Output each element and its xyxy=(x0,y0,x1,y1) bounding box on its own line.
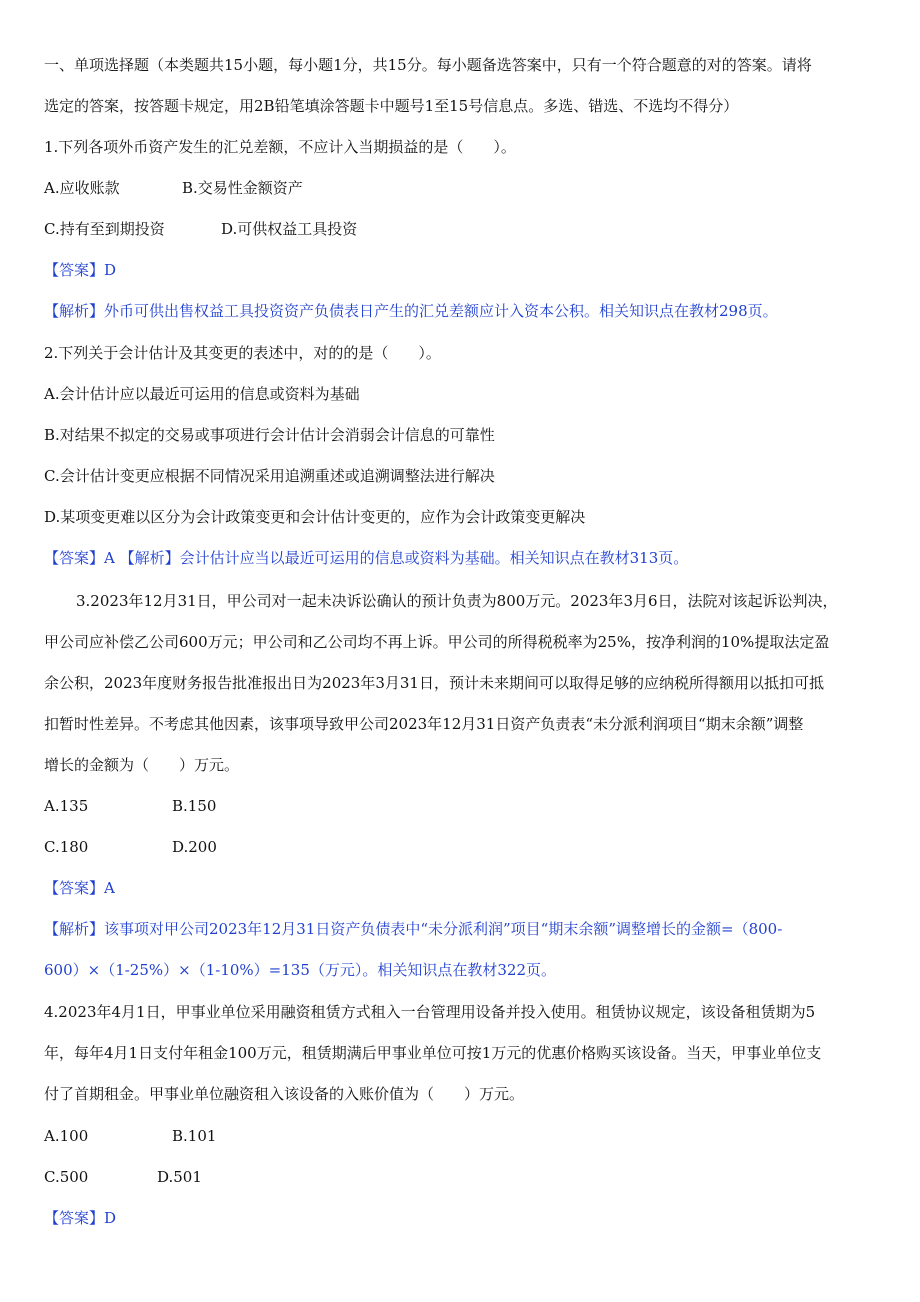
question-3-stem-line-4: 扣暂时性差异。不考虑其他因素，该事项导致甲公司2023年12月31日资产负责表“未分派利润项目“期末余额”调整 xyxy=(44,715,804,733)
question-1-stem: 1.下列各项外币资产发生的汇兑差额，不应计入当期损益的是（ ）。 xyxy=(44,138,516,156)
question-3-stem-line-3: 余公积，2023年度财务报告批准报出日为2023年3月31日，预计未来期间可以取得足够的应纳税所得额用以抵扣可抵 xyxy=(44,674,824,692)
question-4-options-row-1 xyxy=(44,1125,880,1147)
question-2-answer-and-analysis: 【答案】A 【解析】会计估计应当以最近可运用的信息或资料为基础。相关知识点在教材313页。 xyxy=(44,549,689,567)
question-1-option-a: A.应收账款 xyxy=(44,179,120,197)
question-1-option-c: C.持有至到期投资 xyxy=(44,220,165,238)
question-4-stem-line-2: 年，每年4月1日支付年租金100万元，租赁期满后甲事业单位可按1万元的优惠价格购买该设备。当天，甲事业单位支 xyxy=(44,1044,822,1062)
question-4-option-a: A.100 xyxy=(44,1127,89,1145)
question-3-analysis-line-2: 600）×（1-25%）×（1-10%）=135（万元）。相关知识点在教材322页。 xyxy=(44,961,557,979)
question-3-stem-line-1: 3.2023年12月31日，甲公司对一起未决诉讼确认的预计负责为800万元。2023年3月6日，法院对该起诉讼判决， xyxy=(76,592,838,610)
question-4-option-b: B.101 xyxy=(172,1127,217,1145)
question-3-option-a: A.135 xyxy=(44,797,89,815)
question-3-option-c: C.180 xyxy=(44,838,89,856)
question-1-analysis: 【解析】外币可供出售权益工具投资资产负债表日产生的汇兑差额应计入资本公积。相关知识点在教材298页。 xyxy=(44,302,778,320)
question-1-answer: 【答案】D xyxy=(44,261,117,279)
question-1-options-row-1 xyxy=(44,177,880,199)
section-header-line-1: 一、单项选择题（本类题共15小题，每小题1分，共15分。每小题备选答案中，只有一个符合题意的对的答案。请将 xyxy=(44,56,812,74)
question-3-option-d: D.200 xyxy=(172,838,217,856)
question-2-option-b: B.对结果不拟定的交易或事项进行会计估计会消弱会计信息的可靠性 xyxy=(44,426,495,444)
question-4-option-d: D.501 xyxy=(157,1168,202,1186)
question-1-option-b: B.交易性金额资产 xyxy=(182,179,303,197)
question-3-answer: 【答案】A xyxy=(44,879,115,897)
question-4-options-row-2 xyxy=(44,1166,880,1188)
question-3-analysis-line-1: 【解析】该事项对甲公司2023年12月31日资产负债表中“未分派利润”项目“期末余额”调整增长的金额=（800- xyxy=(44,920,783,938)
question-3-option-b: B.150 xyxy=(172,797,217,815)
question-4-answer: 【答案】D xyxy=(44,1209,117,1227)
question-2-option-a: A.会计估计应以最近可运用的信息或资料为基础 xyxy=(44,385,360,403)
question-3-stem-line-5: 增长的金额为（ ）万元。 xyxy=(44,756,240,774)
question-1-option-d: D.可供权益工具投资 xyxy=(221,220,358,238)
question-3-options-row-1 xyxy=(44,795,880,817)
question-3-options-row-2 xyxy=(44,836,880,858)
question-2-stem: 2.下列关于会计估计及其变更的表述中，对的的是（ ）。 xyxy=(44,344,441,362)
question-4-option-c: C.500 xyxy=(44,1168,89,1186)
section-header-line-2: 选定的答案，按答题卡规定，用2B铅笔填涂答题卡中题号1至15号信息点。多选、错选、不选均不得分） xyxy=(44,97,739,115)
question-4-stem-line-1: 4.2023年4月1日，甲事业单位采用融资租赁方式租入一台管理用设备并投入使用。租赁协议规定，该设备租赁期为5 xyxy=(44,1003,816,1021)
question-4-stem-line-3: 付了首期租金。甲事业单位融资租入该设备的入账价值为（ ）万元。 xyxy=(44,1085,525,1103)
question-3-stem-line-2: 甲公司应补偿乙公司600万元；甲公司和乙公司均不再上诉。甲公司的所得税税率为25%，按净利润的10%提取法定盈 xyxy=(44,633,830,651)
question-1-options-row-2 xyxy=(44,218,880,240)
question-2-option-d: D.某项变更难以区分为会计政策变更和会计估计变更的，应作为会计政策变更解决 xyxy=(44,508,586,526)
question-2-option-c: C.会计估计变更应根据不同情况采用追溯重述或追溯调整法进行解决 xyxy=(44,467,495,485)
